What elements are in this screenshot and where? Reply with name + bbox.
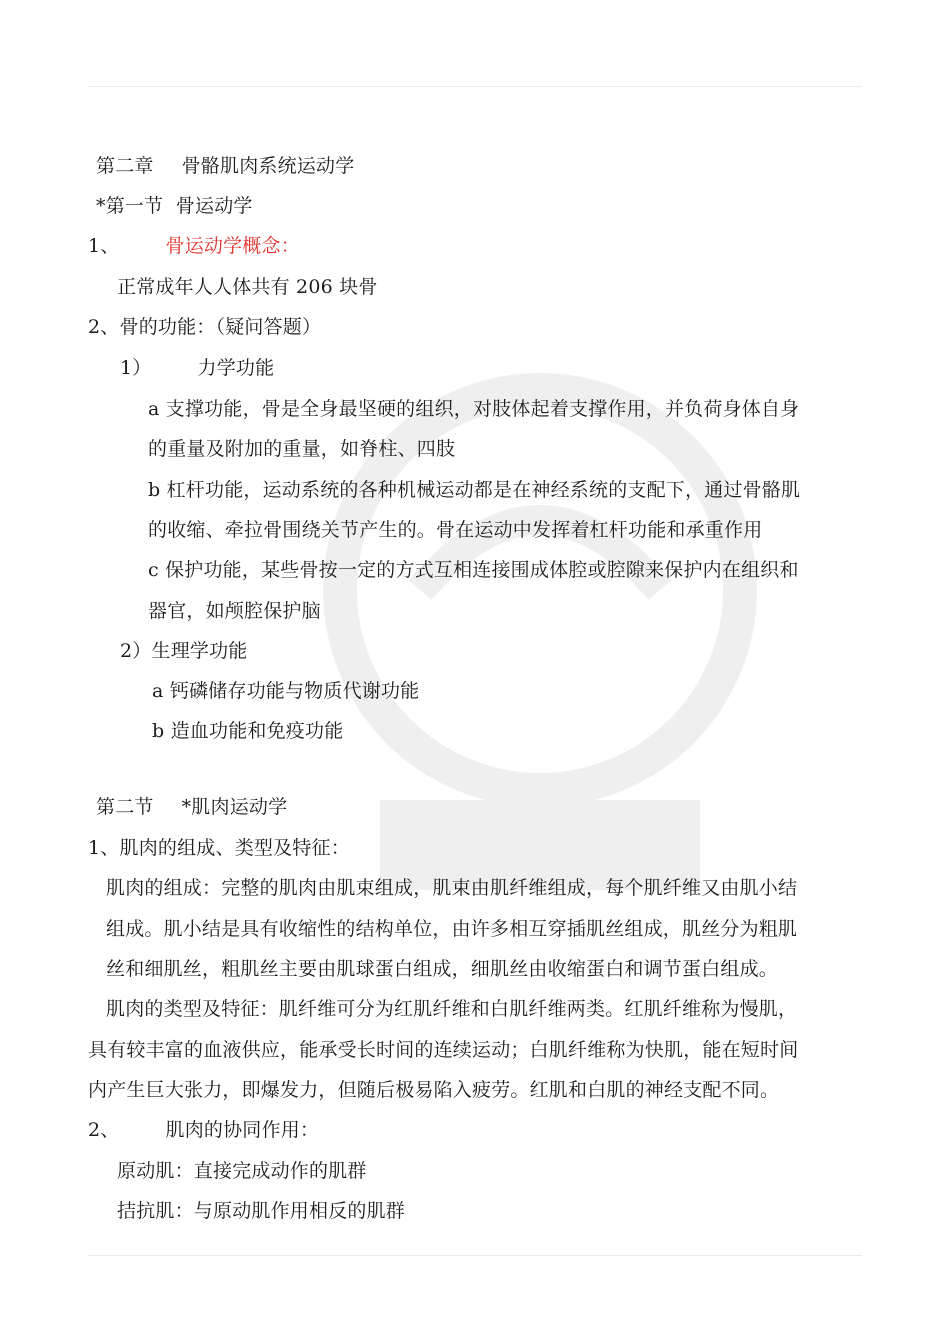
composition-line-3: 丝和细肌丝，粗肌丝主要由肌球蛋白组成，细肌丝由收缩蛋白和调节蛋白组成。 <box>106 958 779 980</box>
chapter-number: 第二章 <box>96 155 154 177</box>
composition-line-1: 肌肉的组成：完整的肌肉由肌束组成，肌束由肌纤维组成，每个肌纤维又由肌小结 <box>106 877 798 899</box>
section-title: 骨运动学 <box>175 195 253 217</box>
composition-line-2: 组成。肌小结是具有收缩性的结构单位，由许多相互穿插肌丝组成，肌丝分为粗肌 <box>106 918 798 940</box>
chapter-title: 骨骼肌肉系统运动学 <box>181 155 355 177</box>
item-number: 1、 <box>88 235 120 257</box>
muscle-heading-1: 1、肌肉的组成、类型及特征： <box>88 837 350 859</box>
footer-rule <box>88 1255 862 1256</box>
item-number: 2、 <box>88 1119 120 1141</box>
type-line-2: 具有较丰富的血液供应，能承受长时间的连续运动；白肌纤维称为快肌，能在短时间 <box>88 1039 799 1061</box>
physio-item-a: a 钙磷储存功能与物质代谢功能 <box>152 680 420 702</box>
support-line-1: a 支撑功能，骨是全身最坚硬的组织，对肢体起着支撑作用，并负荷身体自身 <box>148 398 800 420</box>
muscle-heading-2 <box>88 1116 319 1144</box>
item-heading-2: 2、骨的功能：（疑问答题） <box>88 316 322 338</box>
section-title: *肌肉运动学 <box>181 796 288 818</box>
subheading-mechanics <box>120 354 274 382</box>
header-rule <box>88 86 862 87</box>
protect-line-1: c 保护功能，某些骨按一定的方式互相连接围成体腔或腔隙来保护内在组织和 <box>148 559 799 581</box>
agonist-definition: 原动肌：直接完成动作的肌群 <box>117 1160 367 1182</box>
item-heading-1 <box>88 232 300 260</box>
section-label: 第二节 <box>96 796 154 818</box>
section-heading-1 <box>96 192 253 220</box>
paragraph-bone-count: 正常成年人人体共有 206 块骨 <box>117 276 378 298</box>
item-title-red: 骨运动学概念： <box>165 235 300 257</box>
lever-line-2: 的收缩、牵拉骨围绕关节产生的。骨在运动中发挥着杠杆功能和承重作用 <box>148 519 763 541</box>
lever-line-1: b 杠杆功能，运动系统的各种机械运动都是在神经系统的支配下，通过骨骼肌 <box>148 479 801 501</box>
subheading-physiology: 2）生理学功能 <box>120 640 248 662</box>
physio-item-b: b 造血功能和免疫功能 <box>152 720 344 742</box>
antagonist-definition: 拮抗肌：与原动肌作用相反的肌群 <box>117 1200 406 1222</box>
support-line-2: 的重量及附加的重量，如脊柱、四肢 <box>148 438 456 460</box>
item-title: 肌肉的协同作用： <box>165 1119 320 1141</box>
section-heading-2 <box>96 793 287 821</box>
type-line-3: 内产生巨大张力，即爆发力，但随后极易陷入疲劳。红肌和白肌的神经支配不同。 <box>88 1079 780 1101</box>
sub-title: 力学功能 <box>197 357 275 379</box>
chapter-heading <box>96 152 354 180</box>
sub-number: 1） <box>120 357 152 379</box>
section-label: *第一节 <box>96 195 164 217</box>
type-line-1: 肌肉的类型及特征：肌纤维可分为红肌纤维和白肌纤维两类。红肌纤维称为慢肌， <box>106 998 798 1020</box>
protect-line-2: 器官，如颅腔保护脑 <box>148 600 321 622</box>
